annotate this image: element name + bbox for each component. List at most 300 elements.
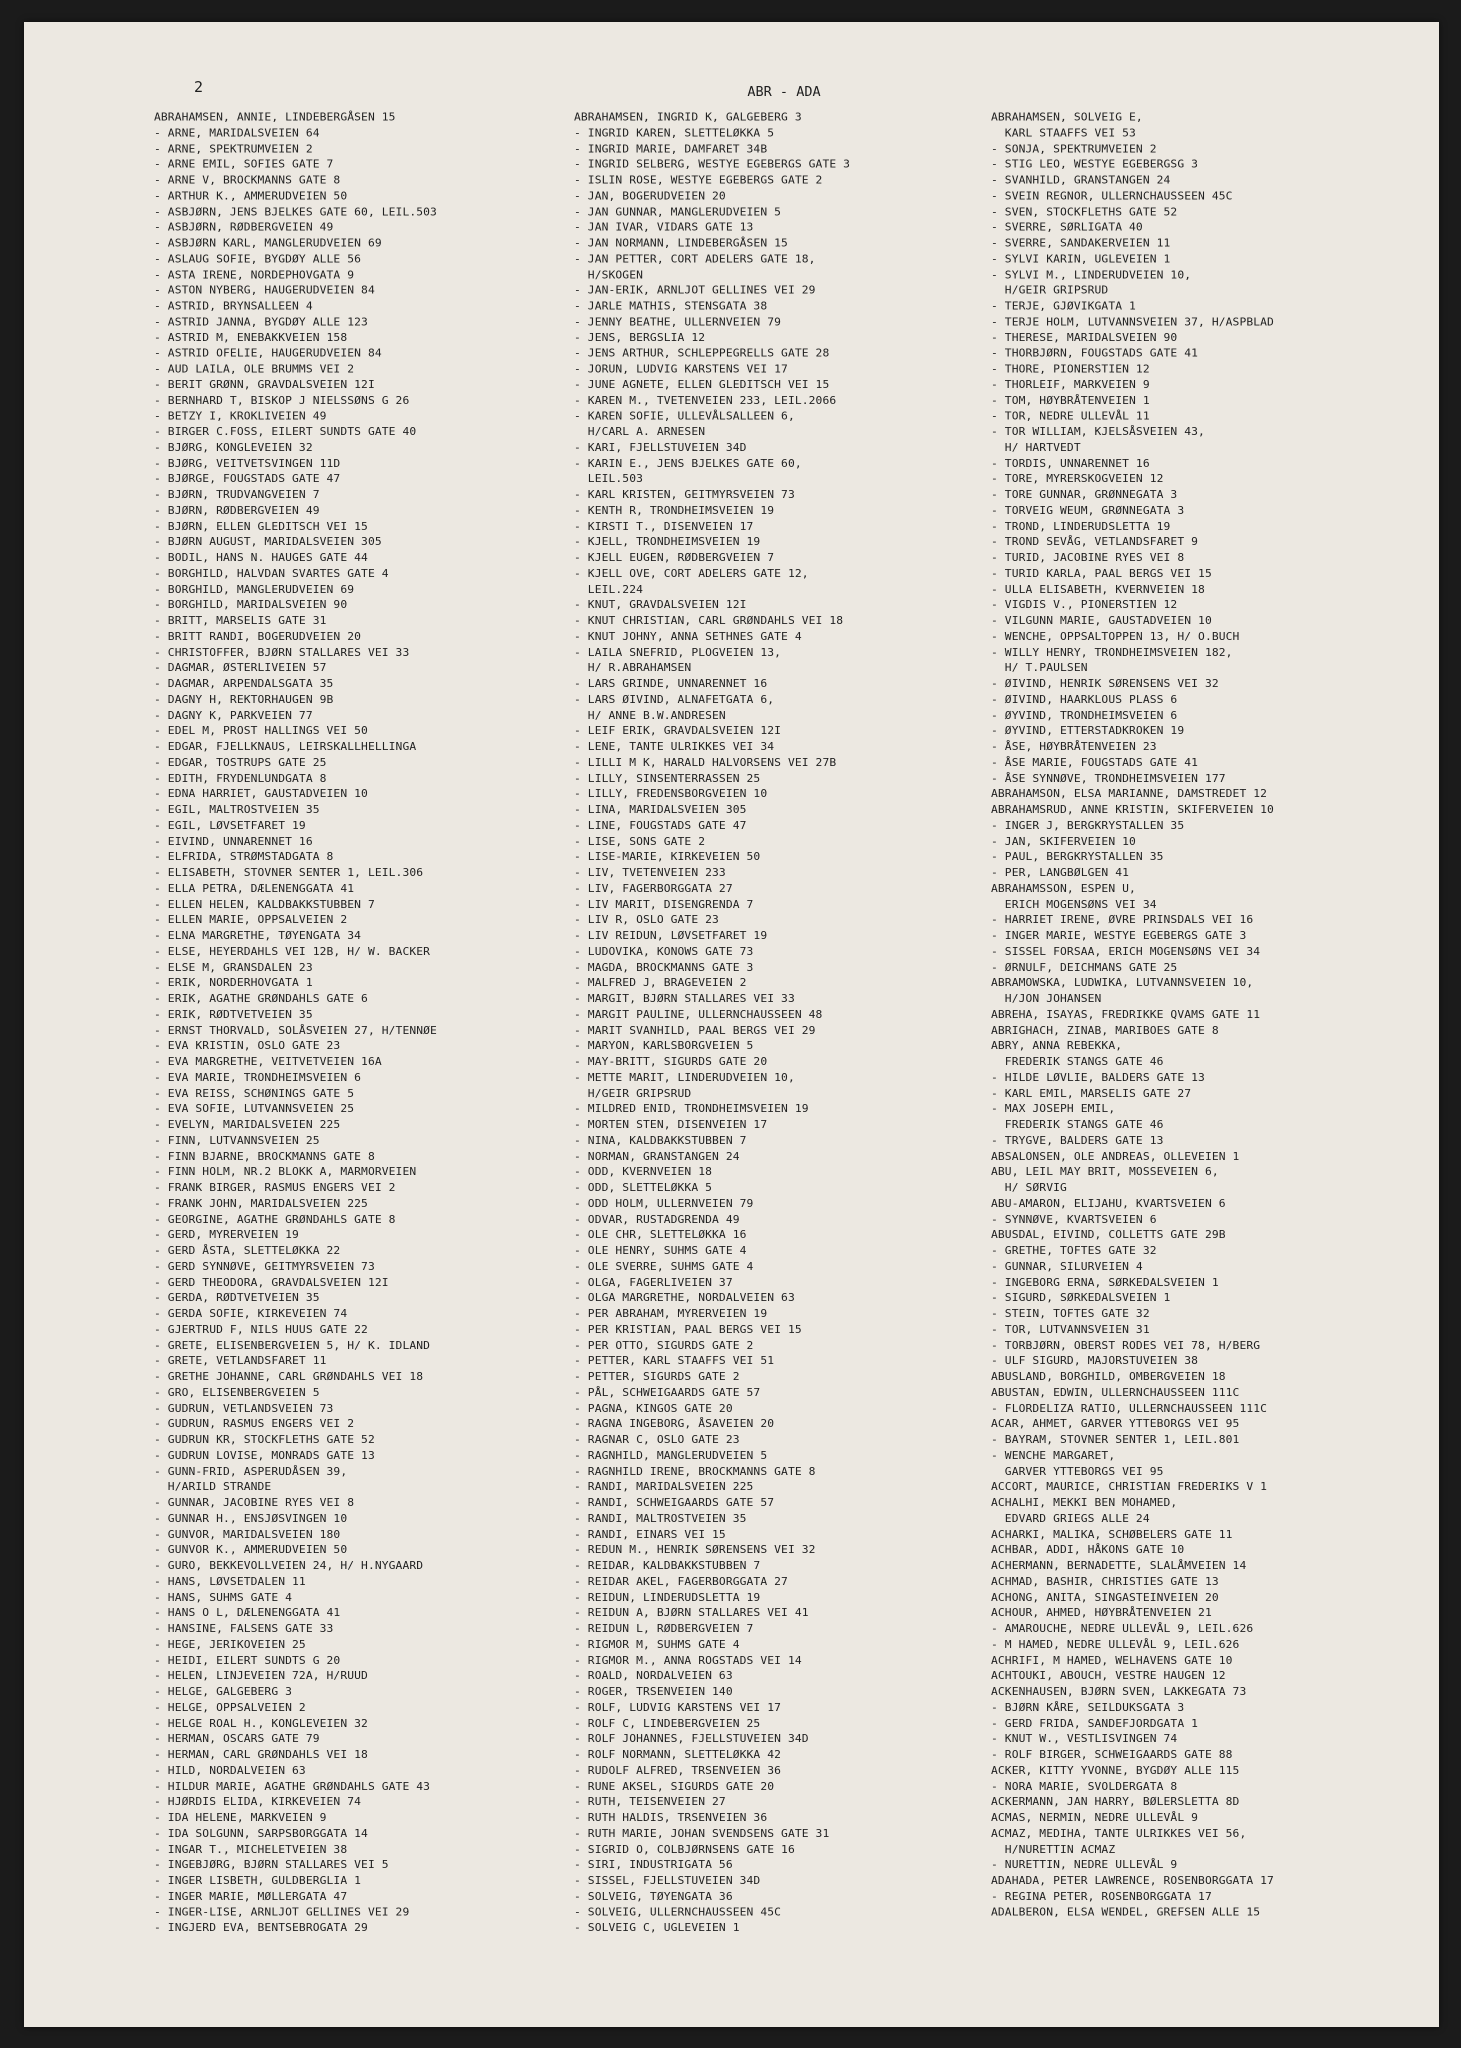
directory-entry: - GRETE, VETLANDSFARET 11 [154,1354,327,1368]
directory-entry: - FRANK JOHN, MARIDALSVEIEN 225 [154,1197,368,1210]
directory-entry: - ÅSE, HØYBRÅTENVEIEN 23 [991,740,1157,753]
directory-entry: - MAGDA, BROCKMANNS GATE 3 [574,961,754,974]
directory-entry: ABRAHAMSEN, INGRID K, GALGEBERG 3 [574,110,802,124]
directory-entry: - KARL KRISTEN, GEITMYRSVEIEN 73 [574,488,795,502]
directory-entry: - BJØRG, VEITVETSVINGEN 11D [154,457,341,470]
directory-entry: H/NURETTIN ACMAZ [991,1842,1116,1856]
directory-entry: ABUSTAN, EDWIN, ULLERNCHAUSSEEN 111C [991,1386,1240,1399]
directory-entry: - SIGURD, SØRKEDALSVEIEN 1 [991,1291,1171,1305]
directory-entry: - EVELYN, MARIDALSVEIEN 225 [154,1118,341,1131]
directory-entry: - HEIDI, EILERT SUNDTS G 20 [154,1653,341,1667]
directory-entry: - ROLF C, LINDEBERGVEIEN 25 [574,1716,761,1730]
directory-entry: - IDA SOLGUNN, SARPSBORGGATA 14 [154,1827,368,1840]
directory-entry: - TOM, HØYBRÅTENVEIEN 1 [991,394,1150,407]
directory-entry: ABRAMOWSKA, LUDWIKA, LUTVANNSVEIEN 10, [991,976,1254,990]
directory-entry: ACAR, AHMET, GARVER YTTEBORGS VEI 95 [991,1417,1240,1430]
directory-entry: - BJØRN, RØDBERGVEIEN 49 [154,504,320,517]
directory-entry: - REIDAR, KALDBAKKSTUBBEN 7 [574,1559,761,1572]
directory-entry: - JENNY BEATHE, ULLERNVEIEN 79 [574,315,782,328]
directory-entry: - ÅSE MARIE, FOUGSTADS GATE 41 [991,756,1199,769]
directory-entry: - TOR, LUTVANNSVEIEN 31 [991,1323,1150,1336]
directory-entry: - KARL EMIL, MARSELIS GATE 27 [991,1087,1192,1100]
directory-entry: ACKENHAUSEN, BJØRN SVEN, LAKKEGATA 73 [991,1685,1247,1698]
directory-entry: - REDUN M., HENRIK SØRENSENS VEI 32 [574,1543,816,1556]
directory-entry: - MARGIT PAULINE, ULLERNCHAUSSEEN 48 [574,1008,823,1021]
directory-entry: - KENTH R, TRONDHEIMSVEIEN 19 [574,504,775,517]
directory-entry: - HILDE LØVLIE, BALDERS GATE 13 [991,1071,1205,1084]
directory-entry: H/ R.ABRAHAMSEN [574,662,692,675]
directory-entry: - TOR WILLIAM, KJELSÅSVEIEN 43, [991,425,1205,439]
directory-entry: ACHERMANN, BERNADETTE, SLALÅMVEIEN 14 [991,1559,1247,1572]
directory-entry: - RAGNHILD IRENE, BROCKMANNS GATE 8 [574,1465,816,1478]
directory-entry: ABRAHAMSEN, SOLVEIG E, [991,110,1143,124]
directory-entry: - MAY-BRITT, SIGURDS GATE 20 [574,1055,768,1068]
directory-entry: ABREHA, ISAYAS, FREDRIKKE QVAMS GATE 11 [991,1008,1261,1021]
directory-entry: FREDERIK STANGS GATE 46 [991,1055,1164,1068]
directory-entry: ABRY, ANNA REBEKKA, [991,1039,1123,1053]
directory-entry: - ELLA PETRA, DÆLENENGGATA 41 [154,882,355,895]
directory-entry: - INGEBORG ERNA, SØRKEDALSVEIEN 1 [991,1276,1219,1289]
directory-entry: ACHALHI, MEKKI BEN MOHAMED, [991,1496,1178,1509]
directory-entry: - PETTER, SIGURDS GATE 2 [574,1370,740,1383]
directory-entry: - GUDRUN KR, STOCKFLETHS GATE 52 [154,1433,375,1446]
directory-entry: - INGJERD EVA, BENTSEBROGATA 29 [154,1921,368,1934]
directory-entry: - TURID, JACOBINE RYES VEI 8 [991,551,1185,565]
directory-entry: - ARNE, SPEKTRUMVEIEN 2 [154,142,313,155]
directory-entry: - ROLF NORMANN, SLETTELØKKA 42 [574,1748,782,1761]
directory-entry: - NORA MARIE, SVOLDERGATA 8 [991,1779,1178,1793]
directory-entry: - ELFRIDA, STRØMSTADGATA 8 [154,850,334,864]
directory-entry: - KARI, FJELLSTUVEIEN 34D [574,441,747,454]
directory-entry: ACHOUR, AHMED, HØYBRÅTENVEIEN 21 [991,1606,1212,1619]
directory-entry: - WENCHE MARGARET, [991,1449,1116,1462]
directory-entry: - GUNN-FRID, ASPERUDÅSEN 39, [154,1465,348,1478]
directory-entry: - SYLVI M., LINDERUDVEIEN 10, [991,268,1192,281]
directory-entry: - ODD, SLETTELØKKA 5 [574,1181,713,1194]
directory-entry: - ASBJØRN KARL, MANGLERUDVEIEN 69 [154,236,382,250]
directory-entry: - RUNE AKSEL, SIGURDS GATE 20 [574,1779,775,1793]
directory-entry: - RUDOLF ALFRED, TRSENVEIEN 36 [574,1764,782,1777]
directory-entry: - ASTON NYBERG, HAUGERUDVEIEN 84 [154,284,375,297]
directory-entry: - KNUT CHRISTIAN, CARL GRØNDAHLS VEI 18 [574,614,844,627]
directory-entry: - M HAMED, NEDRE ULLEVÅL 9, LEIL.626 [991,1638,1240,1651]
directory-entry: - INGRID SELBERG, WESTYE EGEBERGS GATE 3 [574,158,851,171]
directory-entry: - SOLVEIG C, UGLEVEIEN 1 [574,1921,740,1934]
directory-entry: - TOR, NEDRE ULLEVÅL 11 [991,410,1150,423]
directory-entry: - SVANHILD, GRANSTANGEN 24 [991,173,1171,187]
directory-entry: - SOLVEIG, ULLERNCHAUSSEEN 45C [574,1905,782,1919]
directory-entry: ABU-AMARON, ELIJAHU, KVARTSVEIEN 6 [991,1197,1226,1210]
directory-entry: - ULLA ELISABETH, KVERNVEIEN 18 [991,583,1205,596]
directory-entry: - ØIVIND, HAARKLOUS PLASS 6 [991,693,1178,706]
directory-entry: ACHARKI, MALIKA, SCHØBELERS GATE 11 [991,1527,1233,1541]
running-head: ABR - ADA [747,84,821,100]
directory-entry: - RUTH MARIE, JOHAN SVENDSENS GATE 31 [574,1827,830,1840]
directory-page [24,22,1439,2027]
directory-entry: - ASBJØRN, RØDBERGVEIEN 49 [154,221,334,234]
directory-entry: - REIDUN A, BJØRN STALLARES VEI 41 [574,1606,809,1619]
directory-entry: - ODD, KVERNVEIEN 18 [574,1165,713,1179]
directory-entry: - ØYVIND, TRONDHEIMSVEIEN 6 [991,709,1178,722]
directory-entry: - SYNNØVE, KVARTSVEIEN 6 [991,1213,1157,1226]
directory-entry: - FLORDELIZA RATIO, ULLERNCHAUSSEEN 111C [991,1402,1268,1415]
directory-entry: - DAGMAR, ØSTERLIVEIEN 57 [154,662,327,675]
directory-entry: - BJØRG, KONGLEVEIEN 32 [154,441,313,454]
directory-entry: - BERIT GRØNN, GRAVDALSVEIEN 12I [154,378,375,391]
directory-entry: - INGER-LISE, ARNLJOT GELLINES VEI 29 [154,1905,410,1919]
directory-entry: - OLGA, FAGERLIVEIEN 37 [574,1276,733,1289]
directory-entry: - GERD THEODORA, GRAVDALSVEIEN 12I [154,1276,389,1289]
directory-entry: - EDEL M, PROST HALLINGS VEI 50 [154,724,368,738]
directory-entry: - ARNE, MARIDALSVEIEN 64 [154,126,320,139]
directory-entry: - GUDRUN, VETLANDSVEIEN 73 [154,1402,334,1415]
directory-entry: - ELLEN HELEN, KALDBAKKSTUBBEN 7 [154,898,375,911]
directory-entry: - EVA SOFIE, LUTVANNSVEIEN 25 [154,1102,355,1116]
directory-entry: H/ SØRVIG [991,1181,1067,1194]
directory-entry: - RANDI, SCHWEIGAARDS GATE 57 [574,1496,775,1509]
directory-entry: - ROLF JOHANNES, FJELLSTUVEIEN 34D [574,1732,809,1745]
directory-entry: - IDA HELENE, MARKVEIEN 9 [154,1811,327,1824]
directory-entry: - GJERTRUD F, NILS HUUS GATE 22 [154,1323,368,1336]
directory-entry: - KJELL OVE, CORT ADELERS GATE 12, [574,567,809,580]
directory-entry: - THORLEIF, MARKVEIEN 9 [991,378,1150,391]
directory-entry: - ASTRID M, ENEBAKKVEIEN 158 [154,331,348,344]
directory-entry: ADAHADA, PETER LAWRENCE, ROSENBORGGATA 17 [991,1874,1274,1887]
directory-entry: - RUTH, TEISENVEIEN 27 [574,1795,726,1808]
directory-entry: ACCORT, MAURICE, CHRISTIAN FREDERIKS V 1 [991,1480,1268,1493]
directory-entry: H/CARL A. ARNESEN [574,425,706,439]
directory-entry: - ROGER, TRSENVEIEN 140 [574,1685,733,1698]
directory-entry: - PETTER, KARL STAAFFS VEI 51 [574,1354,775,1368]
directory-entry: - HILDUR MARIE, AGATHE GRØNDAHLS GATE 43 [154,1779,431,1793]
directory-entry: - GUNNAR, SILURVEIEN 4 [991,1260,1143,1273]
directory-entry: ABUSDAL, EIVIND, COLLETTS GATE 29B [991,1228,1226,1242]
directory-entry: - KJELL EUGEN, RØDBERGVEIEN 7 [574,551,775,565]
directory-entry: - LUDOVIKA, KONOWS GATE 73 [574,945,754,958]
directory-entry: - GUDRUN LOVISE, MONRADS GATE 13 [154,1449,375,1462]
directory-entry: - SVERRE, SØRLIGATA 40 [991,221,1143,234]
directory-entry: - TROND, LINDERUDSLETTA 19 [991,520,1171,533]
directory-entry: - HELGE, OPPSALVEIEN 2 [154,1701,306,1714]
directory-entry: - HELGE, GALGEBERG 3 [154,1685,293,1698]
directory-entry: - GERD FRIDA, SANDEFJORDGATA 1 [991,1716,1199,1730]
directory-entry: - MARYON, KARLSBORGVEIEN 5 [574,1039,754,1053]
directory-entry: - GERD, MYRERVEIEN 19 [154,1228,299,1242]
directory-entry: ACHRIFI, M HAMED, WELHAVENS GATE 10 [991,1653,1233,1667]
directory-entry: - ERIK, AGATHE GRØNDAHLS GATE 6 [154,992,368,1005]
directory-entry: - ASTA IRENE, NORDEPHOVGATA 9 [154,268,355,281]
directory-entry: - JARLE MATHIS, STENSGATA 38 [574,299,768,313]
directory-entry: ABRAHAMSSON, ESPEN U, [991,882,1136,895]
directory-entry: - SISSEL, FJELLSTUVEIEN 34D [574,1874,761,1887]
directory-entry: - BRITT RANDI, BOGERUDVEIEN 20 [154,630,362,643]
directory-entry: - CHRISTOFFER, BJØRN STALLARES VEI 33 [154,646,410,659]
directory-entry: - INGER LISBETH, GULDBERGLIA 1 [154,1874,362,1887]
directory-entry: - JAN-ERIK, ARNLJOT GELLINES VEI 29 [574,284,816,297]
directory-entry: - LINE, FOUGSTADS GATE 47 [574,819,747,832]
directory-entry: - EDGAR, TOSTRUPS GATE 25 [154,756,327,769]
directory-entry: - PER, LANGBØLGEN 41 [991,866,1130,879]
directory-entry: - ØIVIND, HENRIK SØRENSENS VEI 32 [991,677,1219,690]
directory-entry: - BJØRN, ELLEN GLEDITSCH VEI 15 [154,520,368,533]
directory-entry: - HELGE ROAL H., KONGLEVEIEN 32 [154,1716,368,1730]
directory-entry: - DAGNY H, REKTORHAUGEN 9B [154,693,334,706]
directory-entry: - GUNNAR, JACOBINE RYES VEI 8 [154,1496,355,1509]
directory-entry: - INGRID MARIE, DAMFARET 34B [574,142,768,155]
directory-entry: - BETZY I, KROKLIVEIEN 49 [154,410,327,423]
directory-entry: ABRAHAMSON, ELSA MARIANNE, DAMSTREDET 12 [991,787,1268,801]
directory-entry: - BORGHILD, MANGLERUDVEIEN 69 [154,583,355,596]
directory-entry: - EVA MARGRETHE, VEITVETVEIEN 16A [154,1055,382,1068]
directory-entry: - ARNE V, BROCKMANNS GATE 8 [154,173,341,187]
directory-entry: - TERJE HOLM, LUTVANNSVEIEN 37, H/ASPBLAD [991,315,1274,328]
directory-entry: - ASLAUG SOFIE, BYGDØY ALLE 56 [154,252,362,265]
directory-entry: - RANDI, MALTROSTVEIEN 35 [574,1512,747,1525]
directory-entry: - BORGHILD, MARIDALSVEIEN 90 [154,599,348,612]
directory-entry: - LISE-MARIE, KIRKEVEIEN 50 [574,850,761,864]
directory-entry: - LIV R, OSLO GATE 23 [574,913,719,927]
directory-entry: - LIV REIDUN, LØVSETFARET 19 [574,929,768,942]
directory-entry: - THORBJØRN, FOUGSTADS GATE 41 [991,347,1199,360]
directory-entry: ERICH MOGENSØNS VEI 34 [991,898,1157,911]
directory-entry: GARVER YTTEBORGS VEI 95 [991,1465,1164,1478]
directory-entry: - ASTRID, BRYNSALLEEN 4 [154,299,313,313]
directory-entry: - RIGMOR M., ANNA ROGSTADS VEI 14 [574,1653,802,1667]
directory-entry: - AUD LAILA, OLE BRUMMS VEI 2 [154,362,355,376]
directory-entry: - KAREN M., TVETENVEIEN 233, LEIL.2066 [574,394,837,407]
directory-entry: - SIGRID O, COLBJØRNSENS GATE 16 [574,1842,795,1856]
directory-entry: - SVEN, STOCKFLETHS GATE 52 [991,205,1178,218]
directory-entry: - KJELL, TRONDHEIMSVEIEN 19 [574,536,761,549]
directory-entry: - EIVIND, UNNARENNET 16 [154,835,313,848]
directory-entry: - INGEBJØRG, BJØRN STALLARES VEI 5 [154,1858,389,1871]
directory-entry: - TROND SEVÅG, VETLANDSFARET 9 [991,536,1199,549]
directory-entry: - RAGNAR C, OSLO GATE 23 [574,1433,740,1446]
directory-entry: - HARRIET IRENE, ØVRE PRINSDALS VEI 16 [991,913,1254,927]
directory-entry: - JAN GUNNAR, MANGLERUDVEIEN 5 [574,205,782,218]
directory-entry: H/GEIR GRIPSRUD [574,1087,692,1100]
directory-entry: - LILLY, SINSENTERRASSEN 25 [574,772,761,785]
directory-entry: - JAN PETTER, CORT ADELERS GATE 18, [574,252,816,265]
directory-entry: - ØYVIND, ETTERSTADKROKEN 19 [991,724,1185,738]
directory-entry: - HEGE, JERIKOVEIEN 25 [154,1638,306,1651]
directory-entry: - LILLY, FREDENSBORGVEIEN 10 [574,787,768,801]
directory-entry: - GRO, ELISENBERGVEIEN 5 [154,1386,320,1399]
directory-entry: - ÅSE SYNNØVE, TRONDHEIMSVEIEN 177 [991,772,1226,785]
directory-entry: - KARIN E., JENS BJELKES GATE 60, [574,457,802,470]
directory-entry: EDVARD GRIEGS ALLE 24 [991,1512,1150,1525]
directory-entry: ABUSLAND, BORGHILD, OMBERGVEIEN 18 [991,1370,1226,1383]
directory-entry: - GUNVOR, MARIDALSVEIEN 180 [154,1527,341,1541]
directory-entry: LEIL.224 [574,583,644,596]
directory-entry: - HERMAN, CARL GRØNDAHLS VEI 18 [154,1748,368,1761]
directory-entry: - WILLY HENRY, TRONDHEIMSVEIEN 182, [991,646,1233,659]
directory-entry: - REIDAR AKEL, FAGERBORGGATA 27 [574,1575,788,1588]
directory-entry: - KNUT W., VESTLISVINGEN 74 [991,1732,1178,1745]
directory-entry: - INGER J, BERGKRYSTALLEN 35 [991,819,1185,832]
directory-entry: - HANS, SUHMS GATE 4 [154,1590,293,1604]
directory-entry: ABRAHAMSRUD, ANNE KRISTIN, SKIFERVEIEN 10 [991,803,1274,816]
directory-entry: - AMAROUCHE, NEDRE ULLEVÅL 9, LEIL.626 [991,1622,1254,1635]
directory-entry: - OLE SVERRE, SUHMS GATE 4 [574,1260,754,1273]
directory-entry: - BRITT, MARSELIS GATE 31 [154,614,327,627]
directory-entry: - KNUT, GRAVDALSVEIEN 12I [574,599,747,612]
directory-entry: - ARNE EMIL, SOFIES GATE 7 [154,158,334,171]
directory-entry: - MORTEN STEN, DISENVEIEN 17 [574,1118,768,1131]
directory-entry: - BIRGER C.FOSS, EILERT SUNDTS GATE 40 [154,425,417,439]
directory-entry: - ASBJØRN, JENS BJELKES GATE 60, LEIL.503 [154,205,437,218]
directory-entry: - LARS GRINDE, UNNARENNET 16 [574,677,768,690]
directory-entry: - FINN HOLM, NR.2 BLOKK A, MARMORVEIEN [154,1165,417,1179]
directory-entry: - OLE CHR, SLETTELØKKA 16 [574,1228,747,1242]
directory-entry: - ULF SIGURD, MAJORSTUVEIEN 38 [991,1354,1199,1368]
directory-entry: - VIGDIS V., PIONERSTIEN 12 [991,599,1178,612]
directory-entry: - DAGNY K, PARKVEIEN 77 [154,709,313,722]
directory-entry: - ERIK, NORDERHOVGATA 1 [154,976,313,990]
directory-entry: - MAX JOSEPH EMIL, [991,1102,1116,1116]
directory-entry: - REIDUN, LINDERUDSLETTA 19 [574,1590,761,1604]
directory-entry: H/JON JOHANSEN [991,992,1102,1005]
directory-entry: - RAGNHILD, MANGLERUDVEIEN 5 [574,1449,768,1462]
directory-entry: ACKERMANN, JAN HARRY, BØLERSLETTA 8D [991,1795,1240,1808]
directory-entry: H/ HARTVEDT [991,441,1081,454]
directory-entry: - LILLI M K, HARALD HALVORSENS VEI 27B [574,756,837,769]
directory-entry: - LIV, TVETENVEIEN 233 [574,866,726,879]
directory-entry: - EGIL, LØVSETFARET 19 [154,819,306,832]
directory-entry: - JAN, SKIFERVEIEN 10 [991,835,1136,848]
directory-entry: - KNUT JOHNY, ANNA SETHNES GATE 4 [574,630,802,643]
directory-entry: - METTE MARIT, LINDERUDVEIEN 10, [574,1071,795,1084]
directory-entry: H/GEIR GRIPSRUD [991,284,1109,297]
directory-entry: ACHTOUKI, ABOUCH, VESTRE HAUGEN 12 [991,1669,1226,1682]
directory-entry: ACKER, KITTY YVONNE, BYGDØY ALLE 115 [991,1764,1240,1777]
directory-entry: - MARIT SVANHILD, PAAL BERGS VEI 29 [574,1024,816,1037]
directory-entry: - SVERRE, SANDAKERVEIEN 11 [991,236,1171,250]
directory-entry: - REGINA PETER, ROSENBORGGATA 17 [991,1890,1212,1903]
directory-entry: - KIRSTI T., DISENVEIEN 17 [574,520,754,533]
directory-entry: - FINN, LUTVANNSVEIEN 25 [154,1134,320,1147]
directory-entry: - RANDI, EINARS VEI 15 [574,1527,726,1541]
directory-entry: ABRAHAMSEN, ANNIE, LINDEBERGÅSEN 15 [154,110,396,124]
directory-entry: - THERESE, MARIDALSVEIEN 90 [991,331,1178,344]
directory-entry: - HANSINE, FALSENS GATE 33 [154,1622,334,1635]
directory-entry: - LISE, SONS GATE 2 [574,835,706,848]
page-number: 2 [194,78,204,96]
directory-entry: - REIDUN L, RØDBERGVEIEN 7 [574,1622,754,1635]
directory-entry: - GERDA SOFIE, KIRKEVEIEN 74 [154,1307,348,1320]
directory-entry: - ASTRID OFELIE, HAUGERUDVEIEN 84 [154,347,382,360]
directory-entry: - PAGNA, KINGOS GATE 20 [574,1402,733,1415]
directory-entry: - EDNA HARRIET, GAUSTADVEIEN 10 [154,787,368,801]
directory-entry: - ROLF, LUDVIG KARSTENS VEI 17 [574,1701,782,1714]
directory-entry: - TURID KARLA, PAAL BERGS VEI 15 [991,567,1212,580]
directory-entry: - VILGUNN MARIE, GAUSTADVEIEN 10 [991,614,1212,627]
directory-entry: - OLE HENRY, SUHMS GATE 4 [574,1244,747,1257]
directory-entry: - HILD, NORDALVEIEN 63 [154,1764,306,1777]
directory-entry: - MILDRED ENID, TRONDHEIMSVEIEN 19 [574,1102,809,1116]
directory-entry: ADALBERON, ELSA WENDEL, GREFSEN ALLE 15 [991,1905,1261,1919]
directory-entry: - JAN NORMANN, LINDEBERGÅSEN 15 [574,236,788,250]
directory-entry: - NURETTIN, NEDRE ULLEVÅL 9 [991,1858,1178,1871]
directory-entry: - LENE, TANTE ULRIKKES VEI 34 [574,740,775,753]
directory-entry: - TORDIS, UNNARENNET 16 [991,457,1150,470]
directory-entry: - GUNVOR K., AMMERUDVEIEN 50 [154,1543,348,1556]
listing-column-2 [574,110,969,1936]
directory-entry: - EGIL, MALTROSTVEIEN 35 [154,803,320,816]
directory-entry: - RIGMOR M, SUHMS GATE 4 [574,1638,740,1651]
directory-entry: - SIRI, INDUSTRIGATA 56 [574,1858,733,1871]
directory-entry: - TORVEIG WEUM, GRØNNEGATA 3 [991,504,1185,517]
directory-entry: - ERNST THORVALD, SOLÅSVEIEN 27, H/TENNØE [154,1024,437,1037]
directory-entry: - HELEN, LINJEVEIEN 72A, H/RUUD [154,1669,368,1682]
directory-entry: - BJØRGE, FOUGSTADS GATE 47 [154,473,341,486]
directory-entry: - TORE GUNNAR, GRØNNEGATA 3 [991,488,1178,502]
directory-entry: - BERNHARD T, BISKOP J NIELSSØNS G 26 [154,394,410,407]
directory-entry: - JAN IVAR, VIDARS GATE 13 [574,221,754,234]
directory-entry: - PAUL, BERGKRYSTALLEN 35 [991,850,1164,864]
directory-entry: - STIG LEO, WESTYE EGEBERGSG 3 [991,158,1199,171]
directory-entry: - SONJA, SPEKTRUMVEIEN 2 [991,142,1157,155]
directory-entry: ABU, LEIL MAY BRIT, MOSSEVEIEN 6, [991,1165,1219,1179]
directory-entry: - FINN BJARNE, BROCKMANNS GATE 8 [154,1150,375,1163]
directory-entry: - SVEIN REGNOR, ULLERNCHAUSSEEN 45C [991,189,1233,202]
directory-entry: - BODIL, HANS N. HAUGES GATE 44 [154,551,368,565]
directory-entry: - SYLVI KARIN, UGLEVEIEN 1 [991,252,1171,265]
directory-entry: - GURO, BEKKEVOLLVEIEN 24, H/ H.NYGAARD [154,1559,424,1572]
directory-entry: - BJØRN KÅRE, SEILDUKSGATA 3 [991,1701,1185,1714]
directory-entry: H/ARILD STRANDE [154,1480,272,1493]
directory-entry: - ODVAR, RUSTADGRENDA 49 [574,1213,740,1226]
directory-entry: - ELSE, HEYERDAHLS VEI 12B, H/ W. BACKER [154,945,431,958]
directory-entry: - JENS, BERGSLIA 12 [574,331,706,344]
directory-entry: LEIL.503 [574,473,644,486]
directory-entry: - EVA REISS, SCHØNINGS GATE 5 [154,1087,355,1100]
directory-entry: ACHMAD, BASHIR, CHRISTIES GATE 13 [991,1575,1219,1588]
directory-entry: - TORE, MYRERSKOGVEIEN 12 [991,473,1164,486]
directory-entry: - ARTHUR K., AMMERUDVEIEN 50 [154,189,348,202]
directory-entry: - GERD ÅSTA, SLETTELØKKA 22 [154,1244,341,1257]
directory-entry: ABSALONSEN, OLE ANDREAS, OLLEVEIEN 1 [991,1150,1240,1163]
directory-entry: - ODD HOLM, ULLERNVEIEN 79 [574,1197,754,1210]
directory-entry: - GRETE, ELISENBERGVEIEN 5, H/ K. IDLAND [154,1339,431,1352]
directory-entry: - ELNA MARGRETHE, TØYENGATA 34 [154,929,362,942]
directory-entry: - STEIN, TOFTES GATE 32 [991,1307,1150,1320]
directory-entry: H/SKOGEN [574,268,644,281]
directory-entry: - LARS ØIVIND, ALNAFETGATA 6, [574,693,775,706]
directory-entry: - ERIK, RØDTVETVEIEN 35 [154,1008,313,1021]
directory-entry: - BAYRAM, STOVNER SENTER 1, LEIL.801 [991,1433,1240,1446]
directory-entry: - HANS O L, DÆLENENGGATA 41 [154,1606,341,1619]
directory-entry: - GRETHE JOHANNE, CARL GRØNDAHLS VEI 18 [154,1370,424,1383]
directory-entry: - JORUN, LUDVIG KARSTENS VEI 17 [574,362,788,376]
directory-entry: - GUNNAR H., ENSJØSVINGEN 10 [154,1512,348,1525]
directory-entry: - GRETHE, TOFTES GATE 32 [991,1244,1157,1257]
directory-entry: ACMAZ, MEDIHA, TANTE ULRIKKES VEI 56, [991,1827,1247,1840]
directory-entry: H/ T.PAULSEN [991,662,1088,675]
directory-entry: - HJØRDIS ELIDA, KIRKEVEIEN 74 [154,1795,362,1808]
listing-column-3 [991,110,1416,1921]
directory-entry: - ELLEN MARIE, OPPSALVEIEN 2 [154,913,348,927]
directory-entry: H/ ANNE B.W.ANDRESEN [574,709,726,722]
directory-entry: - LEIF ERIK, GRAVDALSVEIEN 12I [574,724,782,738]
directory-entry: - JAN, BOGERUDVEIEN 20 [574,189,726,202]
directory-entry: - GERDA, RØDTVETVEIEN 35 [154,1291,320,1305]
directory-entry: - PER OTTO, SIGURDS GATE 2 [574,1339,754,1352]
directory-entry: - BJØRN, TRUDVANGVEIEN 7 [154,488,320,502]
directory-entry: - ROALD, NORDALVEIEN 63 [574,1669,733,1682]
directory-entry: - ELSE M, GRANSDALEN 23 [154,961,313,974]
directory-entry: FREDERIK STANGS GATE 46 [991,1118,1164,1131]
